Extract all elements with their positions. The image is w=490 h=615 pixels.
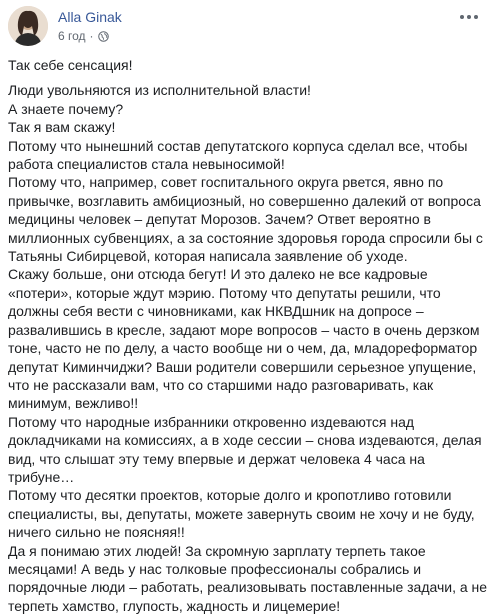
avatar[interactable]: [8, 6, 48, 46]
author-name[interactable]: Alla Ginak: [58, 9, 122, 25]
post-text-line: А знаете почему?: [8, 100, 124, 117]
post-text-line: медицины человек – депутат Морозов. Зачем? Ответ вероятно в: [8, 211, 431, 228]
paragraph-gap: [8, 74, 484, 81]
post-text-line: докладчиками на комиссиях, а в ходе сессии – снова издеваются, делая: [8, 432, 482, 449]
globe-icon: [98, 31, 109, 42]
post-text-line: Так я вам скажу!: [8, 119, 116, 136]
post-text-line: развалившись в кресле, задают море вопросов – часто в очень дерзком: [8, 321, 480, 338]
post-text-line: порядочные люди – работать, реализовывать поставленные задачи, а не: [8, 579, 488, 596]
post-text-line: Скажу больше, они отсюда бегут! И это далеко не все кадровые: [8, 266, 428, 283]
post-text-line: Потому что, например, совет госпитального округа рвется, явно по: [8, 174, 444, 191]
post-text: [8, 81, 488, 615]
post-text-line: минимум, вежливо!!: [8, 395, 139, 412]
post-text-line: ничего сильно не поясняя!!: [8, 524, 185, 541]
more-dots-icon[interactable]: [458, 10, 480, 24]
post-text-line: миллионных субвенциях, а за состояние здоровья города спросили бы с: [8, 229, 483, 246]
post-body: [8, 56, 488, 615]
post-text-line: Да я понимаю этих людей! За скромную зарплату терпеть такое: [8, 542, 426, 559]
post-text-line: Татьяны Сибирцевой, которая написала заявление об уходе.: [8, 248, 408, 265]
post-text-line: тоне, часто не по делу, а часто вообще ни о чем, да, младореформатор: [8, 340, 478, 357]
timestamp[interactable]: 6 год: [58, 29, 86, 43]
post-text-line: терпеть хамство, глупость, жадность и лицемерие!: [8, 597, 341, 614]
post-meta: [58, 29, 109, 43]
post-text-line: специалисты, вы, депутаты, можете завернуть своим не хочу и не буду,: [8, 505, 475, 522]
post-text-line: Потому что народные избранники откровенно издеваются над: [8, 413, 415, 430]
post-text-line: Люди увольняются из исполнительной власти!: [8, 82, 311, 99]
post-headline: Так себе сенсация!: [8, 57, 133, 73]
post-text-line: привычке, возглавить амбициозный, но совершенно далекий от вопроса: [8, 192, 481, 209]
post-text-line: трибуне…: [8, 468, 75, 485]
post-text-line: депутат Киминчиджи? Ваши родители совершили серьезное упущение,: [8, 358, 477, 375]
post-text-line: «потери», которые ждут мэрию. Потому что депутаты решили, что: [8, 284, 441, 301]
post-header: [0, 0, 490, 52]
avatar-image: [8, 6, 48, 46]
meta-separator: ·: [89, 29, 94, 43]
post-text-line: Потому что десятки проектов, которые долго и кропотливо готовили: [8, 487, 452, 504]
post-text-line: месяцами! А ведь у нас толковые профессионалы собрались и: [8, 560, 422, 577]
post-text-line: вид, что слышат эту тему впервые и держат человека 4 часа на: [8, 450, 425, 467]
post-text-line: Потому что нынешний состав депутатского корпуса сделал все, чтобы: [8, 137, 468, 154]
post-text-line: должны себя вести с чиновниками, как НКВДшник на допросе –: [8, 303, 424, 320]
post-text-line: работа специалистов стала невыносимой!: [8, 156, 285, 173]
post-text-line: что не рассказали вам, что со старшими надо разговаривать, как: [8, 376, 434, 393]
